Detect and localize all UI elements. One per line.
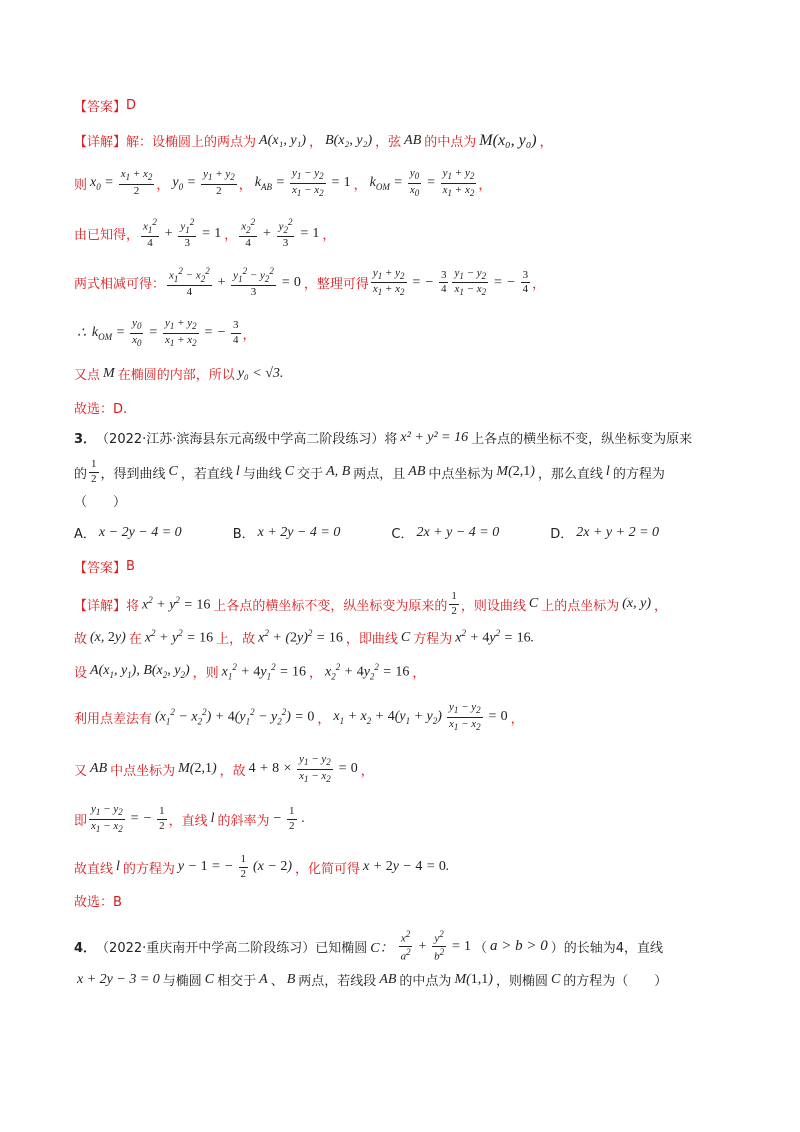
detail-text: 利用点差法有 xyxy=(74,711,153,727)
condition: a > b > 0 xyxy=(490,938,548,955)
answer-tag: 【答案】 xyxy=(74,561,127,576)
option-expr: 2x + y + 2 = 0 xyxy=(576,524,660,540)
detail-text: ，即曲线 xyxy=(345,632,398,647)
detail-text: 由已知得， xyxy=(74,228,140,244)
q2-choose xyxy=(74,398,740,417)
q3-detail-line-7: 故直线 l 的方程为 y − 1 = − $\frac{1}{2}$ (x − 2) ，化简可得 x + 2y − 4 = 0. xyxy=(74,853,450,880)
q3-stem-line-1 xyxy=(74,428,740,447)
q2-detail-line-5: ∴ $k_{OM}$ = $\frac{y_0}{x_0}$ = $\frac{y_1 + y_2}{x_1 + x_2}$ = − $\frac{3}{4}$ ， xyxy=(77,317,256,348)
q3-detail-line-4: 利用点差法有 $(x_1^2 - x_2^2) + 4(y_1^2 - y_2^2) = 0$ ， $x_1 + x_2 + 4(y_1 + y_2)$ $\frac{y_1 - y_2}{x_1 - x_2}$ = 0 ， xyxy=(74,701,524,732)
q3-paren xyxy=(74,491,740,510)
question-stem: ，那么直线 xyxy=(537,466,603,482)
option-expr: 2x + y − 4 = 0 xyxy=(416,524,500,540)
detail-text: 方程为 xyxy=(413,632,453,647)
detail-text: 设 xyxy=(74,666,88,682)
line-equation: x + 2y − 3 = 0 xyxy=(77,971,160,987)
detail-tag: 【详解】 xyxy=(74,598,127,614)
q3-detail-line-1: 【详解】 将 $x^2 + y^2 = 16$ 上各点的横坐标不变，纵坐标变为原来的 $\frac{1}{2}$ ，则设曲线 C 上的点坐标为 (x, y) ， xyxy=(74,590,668,617)
detail-text: 上，故 xyxy=(216,632,256,647)
circle-equation: x² + y² = 16 xyxy=(400,429,469,445)
detail-text: 在椭圆的内部，所以 xyxy=(117,368,235,383)
point-b: B(x₂, y₂) xyxy=(325,132,373,148)
detail-text: 两式相减可得： xyxy=(74,277,166,293)
question-number: 3． xyxy=(74,432,97,447)
answer-blank: （ ） xyxy=(74,495,127,510)
detail-text: 即 xyxy=(74,813,88,829)
option-b[interactable] xyxy=(233,523,344,542)
question-stem: ，若直线 xyxy=(180,466,233,482)
detail-text: 上各点的横坐标不变，纵坐标变为原来的 xyxy=(213,598,448,614)
formula-kab: $k_{AB}$ = xyxy=(254,174,285,192)
q3-detail-line-5: 又 AB 中点坐标为 M(2,1) ，故 4 + 8 × $\frac{y_1 - y_2}{x_1 - x_2}$ = 0 ， xyxy=(74,753,374,784)
chord-ab: AB xyxy=(404,132,422,148)
q2-detail-line-3: 由已知得， $\frac{x_1^2}{4}$ + $\frac{y_1^2}{3}$ = 1 ， $\frac{x_2^2}{4}$ + $\frac{y_2^2}{3}$ = 1 ， xyxy=(74,217,336,250)
detail-text: 又点 xyxy=(74,368,101,383)
option-label: A． xyxy=(74,527,96,542)
q3-stem-line-2: 的 $\frac{1}{2}$ ，得到曲线 C ，若直线 l 与曲线 C 交于 A, B 两点，且 AB 中点坐标为 M(2,1) ，那么直线 l 的方程为 xyxy=(74,458,665,485)
detail-text: 的中点为 xyxy=(424,135,477,150)
option-label: D． xyxy=(550,527,574,542)
question-stem: 与椭圆 xyxy=(162,974,202,989)
question-source: （2022·江苏·滨海县东元高级中学高二阶段练习）将 xyxy=(96,432,398,447)
question-source: （2022·重庆南开中学高二阶段练习）已知椭圆 xyxy=(96,941,368,957)
detail-text: 将 xyxy=(126,598,140,614)
question-stem: 的方程为 xyxy=(612,466,665,482)
q3-answer-line xyxy=(74,557,740,576)
option-label: B． xyxy=(232,527,255,542)
detail-text: ，则 xyxy=(192,666,219,682)
detail-text: 在 xyxy=(128,632,142,647)
formula-kom: $k_{OM}$ = xyxy=(369,174,403,192)
question-stem: 两点，若线段 xyxy=(298,974,377,989)
detail-text: 的方程为 xyxy=(122,861,175,877)
q2-detail-line-6 xyxy=(74,364,740,383)
question-stem: 的方程为（ ） xyxy=(563,974,668,989)
question-stem: ，则椭圆 xyxy=(495,974,548,989)
formula-x0: $x_0$ = xyxy=(90,174,114,192)
q4-stem-line-2: x + 2y − 3 = 0 与椭圆 C 相交于 A 、 B 两点，若线段 AB 的中点为 M(1,1) ，则椭圆 C 的方程为（ ） xyxy=(77,971,668,989)
q3-detail-line-6: 即 $\frac{y_1 - y_2}{x_1 - x_2}$ = − $\frac{1}{2}$ ，直线 l 的斜率为 − $\frac{1}{2}$ . xyxy=(74,803,305,834)
option-expr: x − 2y − 4 = 0 xyxy=(98,524,182,540)
option-a[interactable] xyxy=(74,523,185,542)
question-stem: 上各点的横坐标不变，纵坐标变为原来 xyxy=(471,432,693,447)
detail-text: 故 xyxy=(74,632,88,647)
detail-text: ，故 xyxy=(219,763,246,779)
detail-text: ，弦 xyxy=(375,135,402,150)
inequality: y₀ < √3. xyxy=(237,365,284,381)
q4-stem-line-1: 4． （2022·重庆南开中学高二阶段练习）已知椭圆 C： $\frac{x^2}{a^2}$ + $\frac{y^2}{b^2}$ = 1 （ a > b > 0 ）的长轴为4，直线 xyxy=(74,929,664,963)
question-stem: 的 xyxy=(74,466,88,482)
question-stem: ）的长轴为4，直线 xyxy=(550,941,664,957)
option-d[interactable] xyxy=(550,523,662,542)
question-stem: 的中点为 xyxy=(399,974,452,989)
therefore-symbol: ∴ xyxy=(77,325,86,341)
detail-text: 故直线 xyxy=(74,861,114,877)
q3-detail-line-2: 故 (x, 2y) 在 $x^2 + y^2 = 16$ 上，故 $x^2 + (2y)^2 = 16$ ，即曲线 C 方程为 $x^2 + 4y^2 = 16$. xyxy=(74,628,535,647)
point-a: A(x₁, y₁) xyxy=(259,132,307,148)
question-stem: 与曲线 xyxy=(242,466,282,482)
answer-value: B xyxy=(126,559,135,574)
question-stem: （ xyxy=(474,941,488,957)
detail-text: ，化简可得 xyxy=(295,861,361,877)
q2-detail-line-1: 【详解】 解：设椭圆上的两点为 A(x₁, y₁) ， B(x₂, y₂) ，弦 AB 的中点为 M(x₀, y₀) ， xyxy=(74,131,553,150)
detail-text: 又 xyxy=(74,763,88,779)
detail-text: ，整理可得 xyxy=(303,277,369,293)
question-stem: 交于 xyxy=(297,466,324,482)
detail-text: ，则设曲线 xyxy=(460,598,526,614)
answer-tag: 【答案】 xyxy=(74,100,127,115)
q2-answer-line xyxy=(74,96,740,115)
detail-text: 解：设椭圆上的两点为 xyxy=(126,135,257,150)
point-m: M xyxy=(103,365,115,381)
option-label: C． xyxy=(391,527,414,542)
question-stem: 两点，且 xyxy=(353,466,406,482)
option-c[interactable] xyxy=(391,523,502,542)
detail-text: 中点坐标为 xyxy=(110,763,176,779)
q3-options xyxy=(74,523,740,542)
formula-y0: $y_0$ = xyxy=(172,174,197,192)
q2-detail-line-4: 两式相减可得： $\frac{x_1^2 - x_2^2}{4}$ + $\frac{y_1^2 - y_2^2}{3}$ = 0 ，整理可得 $\frac{y_1 + y_2}{x_1 + x_2}$ = − $\frac{3}{4}$ $\frac{y_1 - y_2}{x_1 - x_2}$ = − $\frac{3}{4}$ ， xyxy=(74,266,546,299)
q3-detail-line-3: 设 $A(x_1$, $y_1$), $B(x_2$, $y_2$) ，则 $x_1^2 + 4y_1^2 = 16$ ， $x_2^2 + 4y_2^2 = 16$ ， xyxy=(74,662,426,682)
choose-text: 故选：D. xyxy=(74,402,128,417)
option-expr: x + 2y − 4 = 0 xyxy=(257,524,341,540)
detail-text: 的斜率为 xyxy=(217,813,270,829)
question-stem: ，得到曲线 xyxy=(100,466,166,482)
detail-tag: 【详解】 xyxy=(74,135,127,150)
answer-value: D xyxy=(126,98,137,113)
detail-text: 则 xyxy=(74,177,88,193)
question-number: 4． xyxy=(74,941,97,957)
detail-text: 上的点坐标为 xyxy=(541,598,620,614)
midpoint-m: M(x₀, y₀) xyxy=(479,131,537,149)
question-stem: 中点坐标为 xyxy=(428,466,494,482)
q2-detail-line-2: 则 $x_0$ = $\frac{x_1 + x_2}{2}$ ， $y_0$ = $\frac{y_1 + y_2}{2}$ ， $k_{AB}$ = $\frac{y_1 - y_2}{x_1 - x_2}$ = 1 ， $k_{OM}$ = $\frac{y_0}{x_0}$ = $\frac{y_1 + y_2}{x_1 + x_2}$ ， xyxy=(74,167,492,198)
detail-text: ，直线 xyxy=(168,813,208,829)
question-stem: 相交于 xyxy=(217,974,257,989)
choose-text: 故选：B xyxy=(74,895,122,910)
q3-choose xyxy=(74,891,740,910)
